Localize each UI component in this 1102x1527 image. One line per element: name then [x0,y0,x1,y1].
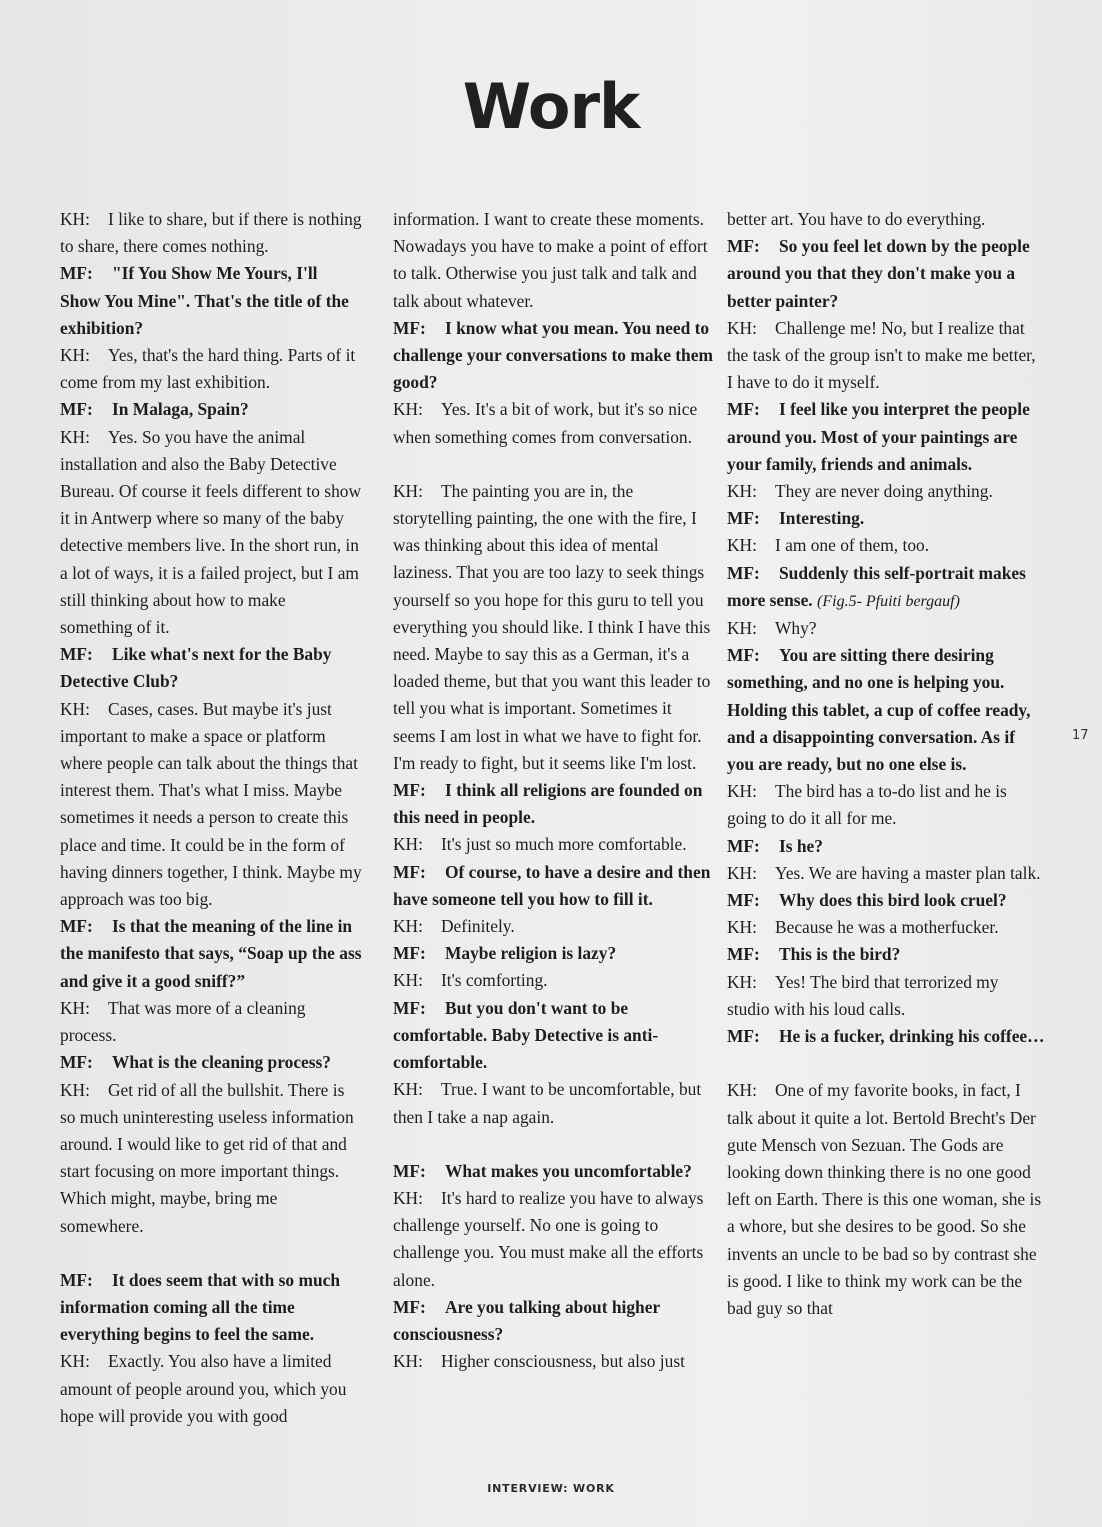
dialogue-text: Yes. We are having a master plan talk. [775,862,1041,883]
dialogue-text: Is he? [779,835,823,856]
interview-answer [727,478,1045,505]
interview-answer [727,969,1045,1023]
dialogue-text: I like to share, but if there is nothing to share, there comes nothing. [60,209,362,257]
interview-question [60,913,362,995]
speaker-label: MF: [727,399,760,420]
interview-question [60,396,362,423]
dialogue-text: "If You Show Me Yours, I'll Show You Mine". That's the title of the exhibition? [60,263,349,338]
speaker-label: MF: [393,317,426,338]
speaker-label: MF: [727,236,760,257]
dialogue-text: One of my favorite books, in fact, I talk about it quite a lot. Bertold Brecht's Der gute Mensch von Sezuan. The Gods are looking down thinking there is no one good left on Earth. There is this one woman, she is a whore, but she desires to be good. So she invents an uncle to be bad so by contrast she is good. I like to think my work can be the bad guy so that [727,1080,1042,1318]
interview-answer [727,860,1045,887]
dialogue-text: Because he was a motherfucker. [775,917,999,938]
interview-answer [60,206,362,260]
speaker-label: KH: [727,317,757,338]
dialogue-text: Like what's next for the Baby Detective Club? [60,644,332,692]
speaker-label: MF: [727,835,760,856]
dialogue-text: So you feel let down by the people around you that they don't make you a better painter? [727,236,1030,311]
speaker-label: KH: [393,970,423,991]
dialogue-text: I think all religions are founded on this need in people. [393,780,703,828]
interview-question [393,940,713,967]
interview-answer [60,995,362,1049]
dialogue-text: Yes! The bird that terrorized my studio with his loud calls. [727,971,999,1019]
dialogue-text: Challenge me! No, but I realize that the task of the group isn't to make me better, I have to do it myself. [727,317,1036,393]
dialogue-text: It's just so much more comfortable. [441,834,687,855]
dialogue-text: But you don't want to be comfortable. Baby Detective is anti-comfortable. [393,997,659,1073]
interview-question [727,233,1045,315]
interview-question [393,1294,713,1348]
interview-question [727,642,1045,778]
speaker-label: KH: [727,535,757,556]
paragraph-gap [60,1240,362,1267]
dialogue-text: It does seem that with so much information coming all the time everything begins to feel the same. [60,1269,341,1345]
speaker-label: MF: [60,263,93,284]
speaker-label: KH: [60,426,90,447]
interview-question [60,1267,362,1349]
page-number: 17 [1072,728,1089,743]
speaker-label: KH: [727,1080,757,1101]
interview-answer [393,206,713,315]
speaker-label: KH: [60,345,90,366]
interview-question [393,995,713,1077]
interview-question [393,777,713,831]
speaker-label: KH: [727,481,757,502]
interview-answer [727,532,1045,559]
speaker-label: MF: [60,1052,93,1073]
dialogue-text: Why? [775,618,817,639]
interview-answer [727,206,1045,233]
running-footer: INTERVIEW: WORK [487,1482,615,1495]
dialogue-text: That was more of a cleaning process. [60,997,306,1046]
interview-answer [60,1348,362,1430]
interview-question [727,1023,1045,1050]
dialogue-text: Suddenly this self-portrait makes more sense. [727,562,1026,610]
interview-answer [60,424,362,642]
interview-question [727,505,1045,532]
interview-question [393,859,713,913]
dialogue-text: It's hard to realize you have to always challenge yourself. No one is going to challenge you. You must make all the efforts alone. [393,1187,704,1290]
interview-question [393,315,713,397]
speaker-label: MF: [727,944,760,965]
dialogue-text: Get rid of all the bullshit. There is so much uninteresting useless information around. I would like to get rid of that and start focusing on more important things. Which might, maybe, bring me somewhere. [60,1079,354,1236]
interview-answer [393,1185,713,1294]
figure-citation: (Fig.5- Pfuiti bergauf) [817,592,960,610]
speaker-label: MF: [393,943,426,964]
interview-question [727,396,1045,478]
interview-column-1 [60,206,362,1430]
interview-answer [60,342,362,396]
interview-answer [60,696,362,914]
dialogue-text: He is a fucker, drinking his coffee… [779,1026,1045,1047]
dialogue-text: You are sitting there desiring something, and no one is helping you. Holding this tablet, a cup of coffee ready, and a disappointing conversation. As if you are ready, but no one else is. [727,645,1031,775]
speaker-label: MF: [727,1026,760,1047]
interview-answer [393,1348,713,1375]
dialogue-text: Is that the meaning of the line in the manifesto that says, “Soap up the ass and give it a good sniff?” [60,916,362,991]
dialogue-text: In Malaga, Spain? [112,399,249,420]
speaker-label: MF: [60,644,93,665]
interview-answer [727,315,1045,397]
dialogue-text: Why does this bird look cruel? [779,890,1007,911]
speaker-label: KH: [727,971,757,992]
speaker-label: KH: [393,480,423,501]
paragraph-gap [393,451,713,478]
interview-answer [393,967,713,994]
dialogue-text: I am one of them, too. [775,535,930,556]
dialogue-text: The bird has a to-do list and he is going to do it all for me. [727,781,1007,829]
speaker-label: KH: [393,1187,423,1208]
speaker-label: MF: [727,508,760,529]
speaker-label: KH: [393,1351,423,1372]
interview-question [727,941,1045,968]
interview-answer [393,831,713,858]
interview-answer [393,396,713,450]
dialogue-text: Yes. It's a bit of work, but it's so nice when something comes from conversation. [393,399,698,447]
speaker-label: MF: [60,399,93,420]
interview-answer [727,1077,1045,1322]
dialogue-text: Of course, to have a desire and then have someone tell you how to fill it. [393,861,711,909]
dialogue-text: True. I want to be uncomfortable, but then I take a nap again. [393,1079,702,1127]
speaker-label: KH: [60,209,90,229]
interview-question [727,887,1045,914]
speaker-label: MF: [393,1160,426,1181]
dialogue-text: better art. You have to do everything. [727,209,986,229]
dialogue-text: The painting you are in, the storytelling painting, the one with the fire, I was thinking about this idea of mental laziness. That you are too lazy to seek things yourself so you hope for this guru to tell you everything you should like. I think I have this need. Maybe to say this as a German, it's a loaded theme, but that you want this leader to tell you what is important. Sometimes it seems I am lost in what we have to fight for. I'm ready to fight, but it seems like I'm lost. [393,480,711,773]
interview-column-3 [727,206,1045,1322]
speaker-label: KH: [60,1079,90,1100]
dialogue-text: Maybe religion is lazy? [445,943,617,964]
interview-answer [393,478,713,777]
speaker-label: KH: [60,997,90,1018]
speaker-label: KH: [393,834,423,855]
interview-question [727,560,1045,615]
page-title: Work [462,69,640,143]
speaker-label: KH: [727,618,757,639]
interview-answer [393,913,713,940]
dialogue-text: Cases, cases. But maybe it's just important to make a space or platform where people can talk about the things that interest them. That's what I miss. Maybe sometimes it needs a person to create this place and time. It could be in the form of having dinners together, I think. Maybe my approach was too big. [60,698,362,910]
speaker-label: KH: [393,399,423,420]
speaker-label: MF: [393,1296,426,1317]
interview-question [60,641,362,695]
interview-question [393,1158,713,1185]
dialogue-text: This is the bird? [779,944,901,965]
speaker-label: KH: [393,1079,423,1100]
speaker-label: KH: [60,1351,90,1372]
dialogue-text: Yes. So you have the animal installation and also the Baby Detective Bureau. Of course it feels different to show it in Antwerp where so many of the baby detective members live. In the short run, in a lot of ways, it is a failed project, but I am still thinking about how to make something of it. [60,426,362,638]
dialogue-text: Interesting. [779,508,865,529]
speaker-label: KH: [393,916,423,937]
interview-answer [727,615,1045,642]
speaker-label: MF: [727,562,760,583]
paragraph-gap [727,1050,1045,1077]
speaker-label: MF: [727,890,760,911]
dialogue-text: Higher consciousness, but also just [441,1351,685,1372]
dialogue-text: Definitely. [441,916,515,937]
dialogue-text: Exactly. You also have a limited amount of people around you, which you hope will provide you with good [60,1351,347,1426]
interview-answer [727,778,1045,832]
speaker-label: KH: [727,862,757,883]
dialogue-text: They are never doing anything. [775,481,993,502]
interview-question [60,1049,362,1076]
interview-answer [393,1076,713,1130]
dialogue-text: What is the cleaning process? [112,1052,331,1073]
speaker-label: KH: [727,781,757,802]
interview-question [60,260,362,342]
dialogue-text: I feel like you interpret the people around you. Most of your paintings are your family, friends and animals. [727,399,1030,474]
interview-answer [727,914,1045,941]
paragraph-gap [393,1131,713,1158]
interview-question [727,833,1045,860]
dialogue-text: information. I want to create these moments. Nowadays you have to make a point of effort to talk. Otherwise you just talk and talk and talk about whatever. [393,209,708,311]
speaker-label: MF: [60,1269,93,1290]
speaker-label: MF: [393,861,426,882]
speaker-label: MF: [60,916,93,937]
interview-column-2 [393,206,713,1375]
speaker-label: KH: [60,698,90,719]
interview-answer [60,1077,362,1240]
dialogue-text: It's comforting. [441,970,548,991]
dialogue-text: What makes you uncomfortable? [445,1160,692,1181]
dialogue-text: Yes, that's the hard thing. Parts of it come from my last exhibition. [60,345,356,393]
speaker-label: MF: [393,780,426,801]
dialogue-text: I know what you mean. You need to challenge your conversations to make them good? [393,317,713,393]
speaker-label: KH: [727,917,757,938]
speaker-label: MF: [727,645,760,666]
speaker-label: MF: [393,997,426,1018]
dialogue-text: Are you talking about higher consciousness? [393,1296,660,1344]
